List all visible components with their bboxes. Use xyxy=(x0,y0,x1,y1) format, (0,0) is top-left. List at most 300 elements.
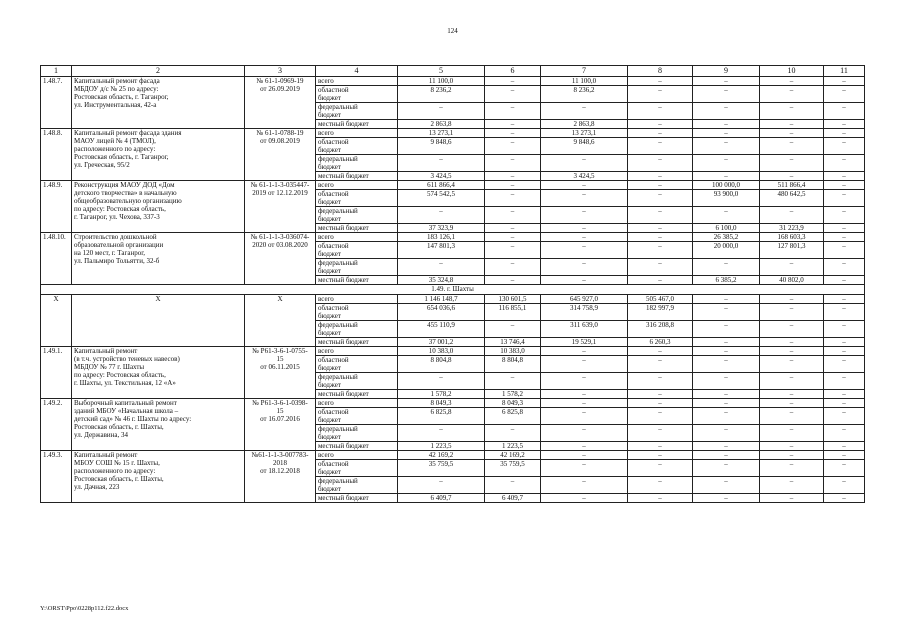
amount-cell xyxy=(760,295,824,304)
amount-cell xyxy=(760,321,824,338)
item-number-cell xyxy=(41,77,72,129)
amount-cell xyxy=(398,276,485,285)
header-cell: 5 xyxy=(398,66,485,77)
amount-value: – xyxy=(510,321,515,329)
amount-value: 13 273,1 xyxy=(428,129,454,137)
item-number-cell xyxy=(41,181,72,233)
amount-cell xyxy=(398,259,485,276)
amount-value: – xyxy=(724,338,728,346)
amount-cell xyxy=(760,373,824,390)
amount-cell xyxy=(485,120,541,129)
amount-cell xyxy=(398,77,485,86)
amount-value: – xyxy=(658,442,662,450)
object-name-line: по адресу: Ростовская область, xyxy=(74,371,166,379)
amount-value: 11 100,0 xyxy=(428,77,454,85)
budget-source-cell xyxy=(316,494,398,503)
budget-source-label: местный бюджет xyxy=(318,276,369,284)
amount-cell xyxy=(485,304,541,321)
amount-cell xyxy=(693,120,760,129)
amount-cell xyxy=(693,295,760,304)
amount-cell xyxy=(693,460,760,477)
budget-source-label: федеральный xyxy=(318,207,358,215)
section-title: 1.49. г. Шахты xyxy=(41,285,865,295)
budget-source-cell xyxy=(316,373,398,390)
amount-value: 6 409,7 xyxy=(430,494,452,502)
budget-source-cell xyxy=(316,477,398,494)
amount-value: – xyxy=(724,172,728,180)
table-row xyxy=(41,233,865,242)
budget-source-cell xyxy=(316,129,398,138)
amount-value: – xyxy=(789,207,794,215)
amount-value: – xyxy=(724,120,728,128)
budget-source-label: бюджет xyxy=(318,329,341,337)
amount-value: – xyxy=(582,408,586,416)
amount-cell xyxy=(485,207,541,224)
amount-cell xyxy=(485,356,541,373)
budget-source-cell xyxy=(316,390,398,399)
budget-source-label: местный бюджет xyxy=(318,120,369,128)
amount-cell xyxy=(541,451,628,460)
amount-cell xyxy=(628,181,693,190)
document-cell xyxy=(245,233,316,285)
amount-value: 9 848,6 xyxy=(430,138,452,146)
header-cell: 2 xyxy=(72,66,245,77)
amount-value: – xyxy=(582,242,586,250)
amount-value: – xyxy=(789,304,794,312)
amount-cell xyxy=(398,442,485,451)
object-name-line: МБДОУ д/с № 25 по адресу: xyxy=(74,85,159,93)
document-cell xyxy=(245,129,316,181)
amount-cell xyxy=(628,86,693,103)
document-line: Х xyxy=(277,295,283,303)
amount-cell xyxy=(541,295,628,304)
amount-cell xyxy=(824,304,865,321)
amount-cell xyxy=(541,138,628,155)
amount-cell xyxy=(824,408,865,425)
amount-cell xyxy=(541,129,628,138)
amount-value: – xyxy=(724,408,728,416)
amount-value: – xyxy=(842,295,846,303)
header-cell: 11 xyxy=(824,66,865,77)
amount-value: – xyxy=(658,172,662,180)
amount-cell xyxy=(628,356,693,373)
amount-value: – xyxy=(724,477,728,485)
amount-cell xyxy=(824,155,865,172)
amount-value: – xyxy=(724,321,728,329)
budget-source-label: всего xyxy=(318,233,334,241)
amount-cell xyxy=(398,347,485,356)
amount-value: – xyxy=(582,460,586,468)
amount-cell xyxy=(760,347,824,356)
budget-source-label: бюджет xyxy=(318,364,341,372)
amount-value: – xyxy=(439,373,443,381)
amount-cell xyxy=(485,442,541,451)
amount-cell xyxy=(541,390,628,399)
amount-value: – xyxy=(510,129,515,137)
budget-source-label: бюджет xyxy=(318,198,341,206)
amount-value: 8 049,3 xyxy=(502,399,523,407)
amount-value: – xyxy=(842,460,846,468)
object-name-line: расположенного по адресу: xyxy=(74,467,156,475)
amount-cell xyxy=(693,425,760,442)
amount-value: – xyxy=(582,181,586,189)
object-name-cell xyxy=(72,77,245,129)
amount-value: – xyxy=(724,347,728,355)
amount-value: 574 542,5 xyxy=(427,190,455,198)
amount-cell xyxy=(398,356,485,373)
amount-cell xyxy=(541,321,628,338)
header-cell: 6 xyxy=(485,66,541,77)
amount-cell xyxy=(693,408,760,425)
amount-value: 42 169,2 xyxy=(500,451,525,459)
amount-cell xyxy=(760,242,824,259)
amount-cell xyxy=(824,86,865,103)
budget-source-cell xyxy=(316,242,398,259)
amount-value: 6 100,0 xyxy=(715,224,737,232)
page-number: 124 xyxy=(447,27,458,35)
document-line: № Р61-3-6-1-0755- xyxy=(252,347,308,355)
amount-value: – xyxy=(658,207,662,215)
budget-source-label: всего xyxy=(318,399,334,407)
document-cell xyxy=(245,295,316,347)
amount-cell xyxy=(485,399,541,408)
budget-source-label: бюджет xyxy=(318,163,341,171)
amount-value: – xyxy=(510,172,515,180)
amount-cell xyxy=(824,494,865,503)
amount-value: – xyxy=(789,295,794,303)
budget-source-cell xyxy=(316,181,398,190)
object-name-line: общеобразовательную организацию xyxy=(74,197,182,205)
amount-cell xyxy=(824,259,865,276)
document-line: 15 xyxy=(276,355,284,363)
amount-value: – xyxy=(658,242,662,250)
amount-cell xyxy=(398,460,485,477)
budget-source-cell xyxy=(316,460,398,477)
amount-cell xyxy=(628,190,693,207)
amount-cell xyxy=(541,190,628,207)
amount-value: 19 529,1 xyxy=(571,338,597,346)
amount-value: 37 001,2 xyxy=(428,338,454,346)
amount-value: – xyxy=(658,356,662,364)
amount-cell xyxy=(628,77,693,86)
amount-cell xyxy=(693,172,760,181)
amount-value: – xyxy=(582,103,586,111)
object-name-line: Строительство дошкольной xyxy=(74,233,157,241)
amount-cell xyxy=(628,304,693,321)
amount-value: – xyxy=(439,477,443,485)
object-name-line: МБДОУ № 77 г. Шахты xyxy=(74,363,145,371)
amount-value: – xyxy=(724,356,728,364)
amount-value: 183 126,1 xyxy=(427,233,455,241)
budget-source-label: областной xyxy=(318,242,349,250)
amount-value: – xyxy=(658,347,662,355)
amount-cell xyxy=(824,103,865,120)
amount-cell xyxy=(824,442,865,451)
amount-cell xyxy=(693,390,760,399)
amount-value: 93 900,0 xyxy=(713,190,739,198)
object-name-cell xyxy=(72,451,245,503)
amount-cell xyxy=(760,129,824,138)
budget-source-cell xyxy=(316,190,398,207)
amount-value: 147 801,3 xyxy=(427,242,455,250)
amount-value: – xyxy=(582,373,586,381)
amount-value: – xyxy=(724,425,728,433)
amount-value: – xyxy=(842,347,846,355)
amount-cell xyxy=(760,304,824,321)
budget-source-cell xyxy=(316,233,398,242)
amount-cell xyxy=(485,77,541,86)
amount-cell xyxy=(693,138,760,155)
amount-value: 8 804,8 xyxy=(502,356,523,364)
item-number-cell xyxy=(41,233,72,285)
amount-value: – xyxy=(789,442,794,450)
budget-source-cell xyxy=(316,259,398,276)
amount-cell xyxy=(485,155,541,172)
amount-cell xyxy=(628,233,693,242)
amount-cell xyxy=(398,103,485,120)
amount-cell xyxy=(541,242,628,259)
amount-cell xyxy=(824,242,865,259)
amount-value: 127 801,3 xyxy=(777,242,806,250)
amount-cell xyxy=(824,347,865,356)
document-line: от 18.12.2018 xyxy=(260,467,300,475)
amount-cell xyxy=(693,259,760,276)
amount-cell xyxy=(398,399,485,408)
budget-source-label: областной xyxy=(318,304,349,312)
amount-value: – xyxy=(510,233,515,241)
amount-value: – xyxy=(842,207,846,215)
amount-cell xyxy=(693,347,760,356)
amount-cell xyxy=(824,356,865,373)
amount-value: 2 863,8 xyxy=(573,120,595,128)
document-line: № 61-1-0969-19 xyxy=(256,77,304,85)
amount-cell xyxy=(628,259,693,276)
table-row xyxy=(41,347,865,356)
amount-cell xyxy=(760,276,824,285)
amount-value: – xyxy=(724,259,728,267)
amount-cell xyxy=(760,259,824,276)
amount-cell xyxy=(541,259,628,276)
amount-cell xyxy=(541,86,628,103)
amount-cell xyxy=(541,172,628,181)
amount-value: 6 825,8 xyxy=(430,408,452,416)
amount-cell xyxy=(760,477,824,494)
amount-cell xyxy=(693,276,760,285)
amount-cell xyxy=(541,347,628,356)
amount-cell xyxy=(485,129,541,138)
table-row xyxy=(41,399,865,408)
budget-source-label: всего xyxy=(318,77,334,85)
amount-cell xyxy=(824,338,865,347)
amount-cell xyxy=(541,77,628,86)
amount-value: – xyxy=(724,86,728,94)
amount-value: – xyxy=(658,224,662,232)
budget-source-label: местный бюджет xyxy=(318,338,369,346)
budget-source-label: бюджет xyxy=(318,468,341,476)
object-name-line: расположенного по адресу: xyxy=(74,145,156,153)
amount-cell xyxy=(541,120,628,129)
budget-source-cell xyxy=(316,451,398,460)
amount-value: – xyxy=(658,129,662,137)
item-number-cell xyxy=(41,295,72,347)
amount-value: 6 385,2 xyxy=(715,276,737,284)
amount-value: – xyxy=(510,103,515,111)
document-line: 2019 от 12.12.2019 xyxy=(252,189,308,197)
item-number: 1.48.8. xyxy=(43,129,63,137)
budget-source-label: бюджет xyxy=(318,146,341,154)
budget-source-label: бюджет xyxy=(318,433,341,441)
item-number-cell xyxy=(41,399,72,451)
amount-value: 505 467,0 xyxy=(646,295,674,303)
amount-cell xyxy=(398,451,485,460)
amount-value: – xyxy=(510,259,515,267)
amount-value: – xyxy=(510,425,515,433)
amount-cell xyxy=(398,172,485,181)
amount-value: 1 146 148,7 xyxy=(424,295,458,303)
amount-cell xyxy=(398,477,485,494)
amount-cell xyxy=(485,460,541,477)
document-line: №61-1-1-3-007783- xyxy=(251,451,309,459)
budget-source-label: всего xyxy=(318,295,334,303)
amount-cell xyxy=(628,494,693,503)
amount-value: – xyxy=(842,224,846,232)
amount-cell xyxy=(693,321,760,338)
object-name-cell xyxy=(72,129,245,181)
amount-value: – xyxy=(510,207,515,215)
amount-value: 1 578,2 xyxy=(430,390,452,398)
document-line: от 09.08.2019 xyxy=(260,137,300,145)
budget-source-label: бюджет xyxy=(318,267,341,275)
amount-cell xyxy=(398,408,485,425)
document-cell xyxy=(245,77,316,129)
amount-cell xyxy=(398,295,485,304)
amount-value: – xyxy=(724,207,728,215)
amount-cell xyxy=(541,224,628,233)
amount-cell xyxy=(824,451,865,460)
amount-value: – xyxy=(842,77,846,85)
budget-source-label: федеральный xyxy=(318,425,358,433)
object-name-line: Реконструкция МАОУ ДОД «Дом xyxy=(74,181,175,189)
object-name-line: на 120 мест, г. Таганрог, xyxy=(74,249,146,257)
amount-cell xyxy=(398,181,485,190)
amount-cell xyxy=(541,276,628,285)
amount-value: – xyxy=(842,399,846,407)
document-line: 2018 xyxy=(273,459,287,467)
amount-cell xyxy=(760,190,824,207)
amount-value: – xyxy=(724,442,728,450)
amount-cell xyxy=(485,347,541,356)
amount-value: 37 323,9 xyxy=(428,224,454,232)
amount-value: 314 758,9 xyxy=(570,304,598,312)
amount-cell xyxy=(541,425,628,442)
budget-source-label: бюджет xyxy=(318,416,341,424)
amount-value: – xyxy=(842,442,846,450)
amount-value: – xyxy=(789,425,794,433)
object-name-line: детского творчества» в начальную xyxy=(74,189,177,197)
table-row xyxy=(41,77,865,86)
amount-cell xyxy=(760,390,824,399)
amount-value: 26 385,2 xyxy=(713,233,739,241)
budget-source-label: областной xyxy=(318,86,349,94)
object-name-line: зданий МБОУ «Начальная школа – xyxy=(74,407,179,415)
amount-value: – xyxy=(789,460,794,468)
budget-source-cell xyxy=(316,155,398,172)
amount-value: – xyxy=(724,460,728,468)
amount-cell xyxy=(693,155,760,172)
amount-value: – xyxy=(789,494,794,502)
amount-cell xyxy=(485,390,541,399)
header-cell: 3 xyxy=(245,66,316,77)
amount-value: – xyxy=(510,276,515,284)
amount-value: – xyxy=(789,155,794,163)
amount-cell xyxy=(398,494,485,503)
amount-value: – xyxy=(582,155,586,163)
item-number: 1.49.3. xyxy=(43,451,63,459)
amount-value: – xyxy=(724,494,728,502)
amount-value: 3 424,5 xyxy=(573,172,595,180)
budget-source-cell xyxy=(316,172,398,181)
amount-cell xyxy=(824,460,865,477)
amount-value: 1 223,5 xyxy=(430,442,452,450)
budget-source-label: местный бюджет xyxy=(318,172,369,180)
amount-value: – xyxy=(789,138,794,146)
amount-value: – xyxy=(658,408,662,416)
amount-value: – xyxy=(842,138,846,146)
amount-value: – xyxy=(724,138,728,146)
amount-cell xyxy=(541,207,628,224)
amount-cell xyxy=(541,399,628,408)
amount-cell xyxy=(628,224,693,233)
amount-cell xyxy=(824,120,865,129)
amount-cell xyxy=(824,373,865,390)
amount-value: – xyxy=(789,373,794,381)
amount-cell xyxy=(693,399,760,408)
budget-source-label: федеральный xyxy=(318,321,358,329)
amount-cell xyxy=(541,408,628,425)
budget-source-cell xyxy=(316,356,398,373)
amount-value: – xyxy=(439,103,443,111)
budget-source-cell xyxy=(316,276,398,285)
header-cell: 1 xyxy=(41,66,72,77)
amount-cell xyxy=(541,494,628,503)
amount-cell xyxy=(693,190,760,207)
amount-value: – xyxy=(439,425,443,433)
amount-value: 316 208,8 xyxy=(646,321,674,329)
amount-value: – xyxy=(582,390,586,398)
budget-source-label: местный бюджет xyxy=(318,390,369,398)
document-line: от 16.07.2016 xyxy=(260,415,300,423)
amount-cell xyxy=(693,304,760,321)
budget-source-label: областной xyxy=(318,356,349,364)
amount-value: – xyxy=(510,224,515,232)
amount-cell xyxy=(398,129,485,138)
amount-value: 8 049,3 xyxy=(430,399,452,407)
amount-value: – xyxy=(789,390,794,398)
amount-cell xyxy=(398,190,485,207)
amount-cell xyxy=(760,224,824,233)
amount-cell xyxy=(693,494,760,503)
amount-cell xyxy=(628,242,693,259)
budget-source-label: федеральный xyxy=(318,373,358,381)
amount-value: – xyxy=(789,451,794,459)
amount-cell xyxy=(541,103,628,120)
amount-value: – xyxy=(439,155,443,163)
amount-value: – xyxy=(658,451,662,459)
amount-value: 11 100,0 xyxy=(571,77,597,85)
amount-cell xyxy=(760,451,824,460)
amount-value: – xyxy=(842,181,846,189)
amount-cell xyxy=(824,321,865,338)
